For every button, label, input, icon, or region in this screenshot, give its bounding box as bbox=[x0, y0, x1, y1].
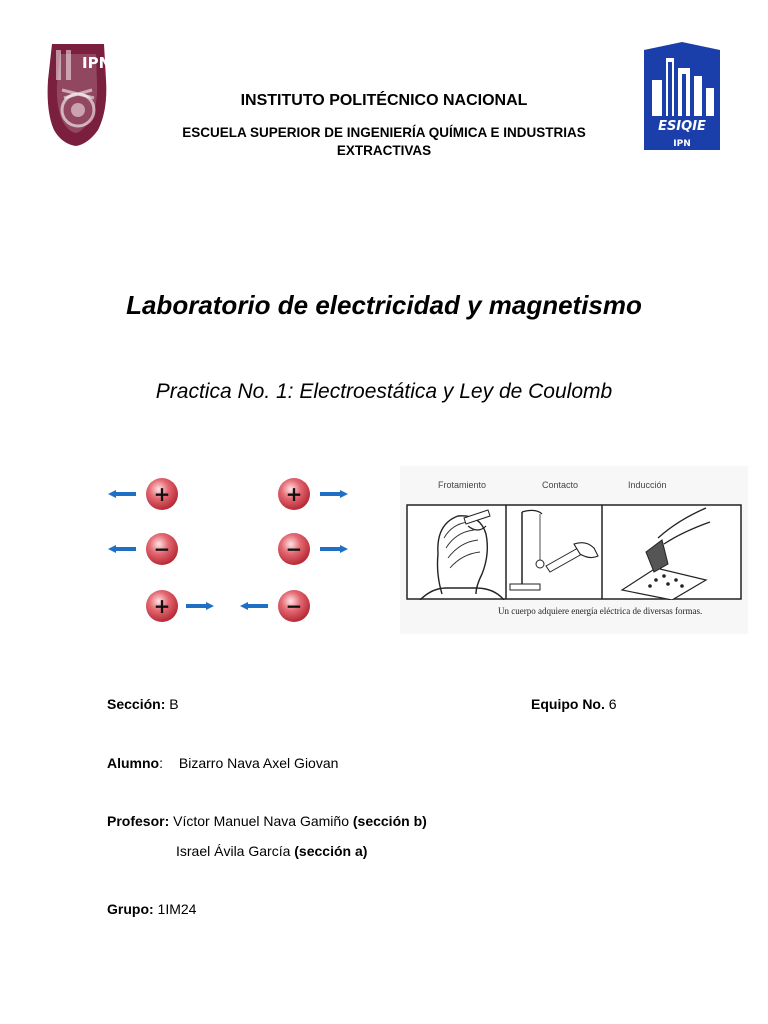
grupo-label: Grupo: bbox=[107, 901, 154, 917]
school-line-1: ESCUELA SUPERIOR DE INGENIERÍA QUÍMICA E INDUSTRIAS bbox=[182, 125, 586, 140]
charges-figure bbox=[100, 470, 360, 630]
profesor2-field bbox=[176, 843, 367, 859]
charge-sign: + bbox=[153, 594, 171, 618]
profesor2-name: Israel Ávila García bbox=[176, 843, 291, 859]
seccion-field bbox=[107, 696, 179, 712]
profesor-label: Profesor: bbox=[107, 813, 170, 829]
electrification-figure bbox=[400, 466, 748, 634]
institution-name: INSTITUTO POLITÉCNICO NACIONAL bbox=[240, 92, 528, 109]
panel-label-induccion: Inducción bbox=[628, 480, 667, 490]
grupo-value: 1IM24 bbox=[157, 901, 197, 917]
ipn-logo-text: IPN bbox=[82, 54, 112, 72]
figure-caption: Un cuerpo adquiere energía eléctrica de diversas formas. bbox=[498, 606, 703, 616]
school-line-2: EXTRACTIVAS bbox=[336, 143, 432, 158]
equipo-value: 6 bbox=[608, 696, 617, 712]
panel-label-frotamiento: Frotamiento bbox=[438, 480, 487, 490]
alumno-colon: : bbox=[159, 755, 163, 771]
seccion-value: B bbox=[169, 696, 179, 712]
charge-sign: − bbox=[153, 537, 171, 561]
page-subtitle: Practica No. 1: Electroestática y Ley de Coulomb bbox=[155, 380, 613, 403]
charge-sign: − bbox=[285, 594, 303, 618]
alumno-field bbox=[107, 755, 338, 771]
profesor1-section: (sección b) bbox=[352, 813, 427, 829]
panel-label-contacto: Contacto bbox=[542, 480, 579, 490]
charge-sign: + bbox=[153, 482, 171, 506]
page-title: Laboratorio de electricidad y magnetismo bbox=[126, 290, 642, 320]
school-name bbox=[150, 124, 618, 160]
charge-sign: − bbox=[285, 537, 303, 561]
electrification-drawing bbox=[406, 504, 742, 600]
profesor1-name: Víctor Manuel Nava Gamiño bbox=[173, 813, 349, 829]
alumno-value: Bizarro Nava Axel Giovan bbox=[178, 755, 339, 771]
seccion-label: Sección: bbox=[107, 696, 166, 712]
esiqie-logo-sub: IPN bbox=[673, 139, 691, 149]
alumno-label: Alumno bbox=[107, 755, 160, 771]
equipo-field bbox=[531, 696, 617, 712]
charge-sign: + bbox=[285, 482, 303, 506]
grupo-field bbox=[107, 901, 196, 917]
profesor-field bbox=[107, 813, 427, 829]
esiqie-logo-text: ESIQIE bbox=[658, 119, 706, 134]
profesor2-section: (sección a) bbox=[294, 843, 368, 859]
equipo-label: Equipo No. bbox=[531, 696, 605, 712]
